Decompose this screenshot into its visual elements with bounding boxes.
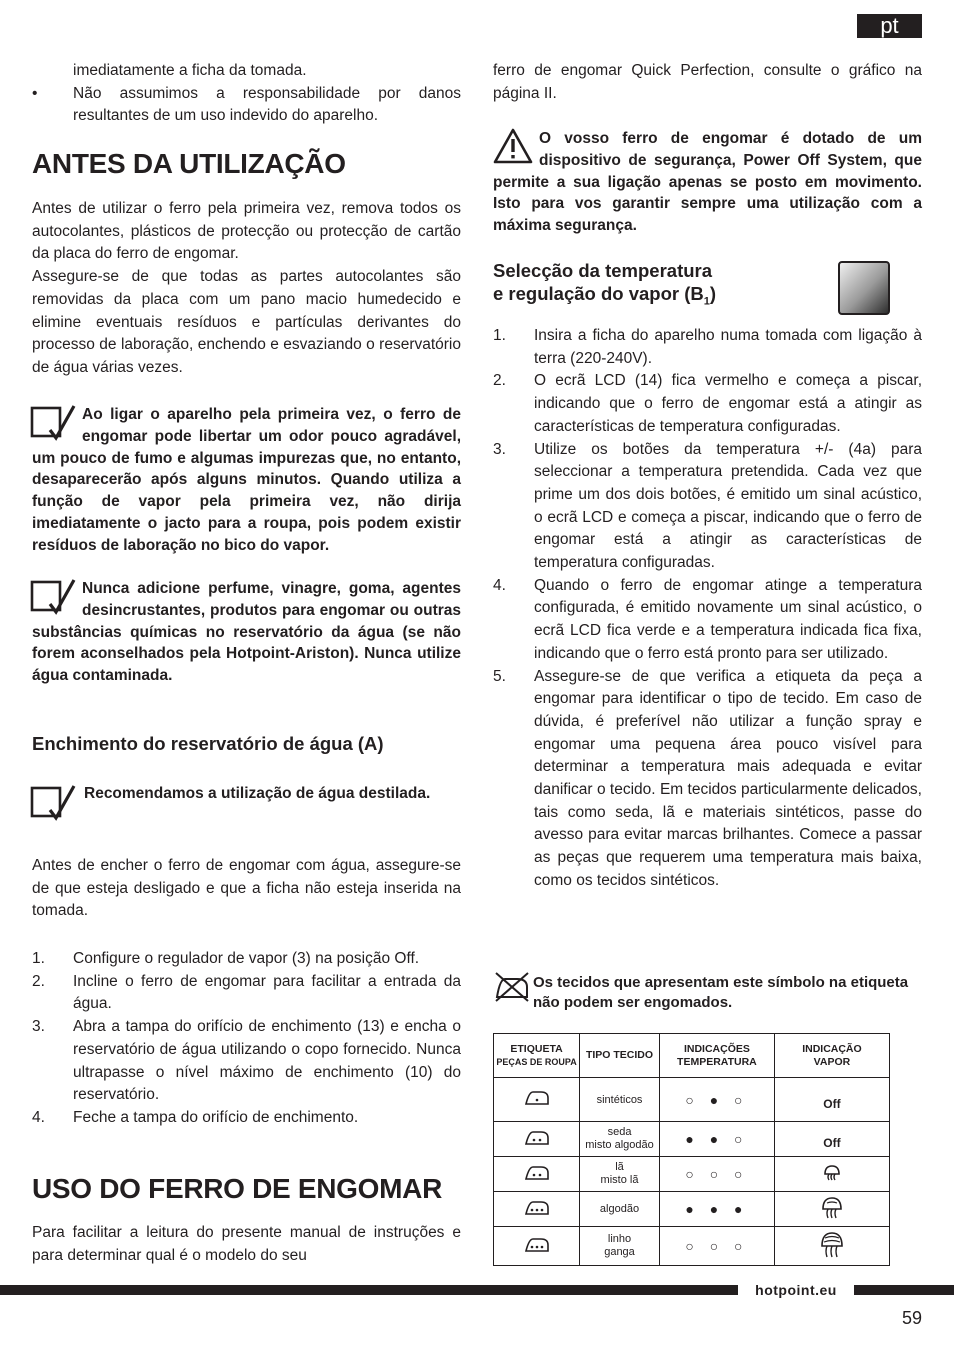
list-text: Assegure-se de que verifica a etiqueta da peça a engomar para identificar o tipo de tecido. Em caso de dúvida, é preferível não utilizar a função spray e engomar uma pequena área pouco visível para determinar a temperatura mais adequada e evitar danificar o tecido. Em tecidos particularmente delicados, tais como seda, lã e materiais sintéticos, passe do avesso para evitar marcas brilhantes. Comece a passar as peças que requerem uma temperatura mais baixa, como os tecidos sintéticos. <box>534 667 922 889</box>
heading-selection-line2: e regulação do vapor $(B_1)$ <box>493 283 717 308</box>
cell-tecido: linho ganga <box>580 1227 660 1266</box>
intro-bullet <box>32 83 461 128</box>
antes-text <box>32 198 461 380</box>
intro-line: imediatamente a ficha da tomada. <box>73 62 307 79</box>
antes-paragraph-2: Assegure-se de que todas as partes autocolantes são removidas da placa com um pano macio humedecido e elimine eventuais resíduos e partículas derivantes do processo de laboração, enchendo e esvaziando o reservatório de água várias vezes. <box>32 268 461 376</box>
table-row <box>494 1078 890 1122</box>
table-row <box>494 1192 890 1227</box>
steam-high-icon <box>774 1227 889 1266</box>
iron-two-dots-icon <box>494 1157 580 1192</box>
iron-three-dots-icon <box>494 1227 580 1266</box>
uso-paragraph: Para facilitar a leitura do presente manual de instruções e para determinar qual é o modelo do seu <box>32 1224 461 1264</box>
cell-tecido: seda misto algodão <box>580 1122 660 1157</box>
list-text: O ecrã LCD (14) fica vermelho e começa a piscar, indicando que o ferro de engomar está a atingir as características de temperatura configuradas. <box>534 372 922 435</box>
note-first-use: Ao ligar o aparelho pela primeira vez, o ferro de engomar pode libertar um odor pouco agradável, um pouco de fumo e algumas impurezas que, no entanto, desaparecerão após alguns minutos. Quando utiliza a função de vapor pela primeira vez, não dirija imediatamente o jacto para a roupa, pois podem existir resíduos de laboração no bico do vapor. <box>32 406 461 554</box>
cell-temperatura: ○ ○ ○ <box>659 1157 774 1192</box>
header-vapor: INDICAÇÃO VAPOR <box>774 1034 889 1078</box>
list-item <box>32 1016 461 1107</box>
heading-selection-line1: Selecção da temperatura <box>493 260 713 281</box>
list-item <box>493 575 922 666</box>
header-etiqueta: ETIQUETA PEÇAS DE ROUPA <box>494 1034 580 1078</box>
cell-temperatura: ● ● ● <box>659 1192 774 1227</box>
cell-tecido: lã misto lã <box>580 1157 660 1192</box>
header-temperatura: INDICAÇÕES TEMPERATURA <box>659 1034 774 1078</box>
do-not-iron-icon <box>493 971 531 1003</box>
encher-paragraph: Antes de encher o ferro de engomar com água, assegure-se de que esteja desligado e que a ficha não esteja inserida na tomada. <box>32 857 461 920</box>
ironing-guide-table <box>493 1033 890 1266</box>
fill-steps-list <box>32 948 461 1130</box>
list-item <box>493 325 922 370</box>
list-item <box>493 666 922 893</box>
footer-site: hotpoint.eu <box>738 1279 854 1301</box>
list-number: 3. <box>32 1018 45 1036</box>
header-tecido: TIPO TECIDO <box>580 1034 660 1078</box>
table-header-row <box>494 1034 890 1078</box>
note-no-additives: Nunca adicione perfume, vinagre, goma, agentes desincrustantes, produtos para engomar ou outras substâncias químicas no reservatório da água (se não forem aconselhados pela Hotpoint-Ariston). Nunca utilize água contaminada. <box>32 580 461 685</box>
list-number: 4. <box>493 576 506 594</box>
list-number: 2. <box>493 372 506 390</box>
list-item <box>32 971 461 1016</box>
antes-paragraph-1: Antes de utilizar o ferro pela primeira vez, remova todos os autocolantes, plásticos de protecção ou protecção de cartão da placa do ferro de engomar. <box>32 200 461 263</box>
table-row <box>494 1227 890 1266</box>
list-item <box>32 948 461 971</box>
list-item <box>32 1107 461 1130</box>
list-text: Feche a tampa do orifício de enchimento. <box>73 1108 359 1126</box>
steam-medium-icon <box>774 1192 889 1227</box>
iron-three-dots-icon <box>494 1192 580 1227</box>
heading-antes: ANTES DA UTILIZAÇÃO <box>32 148 346 179</box>
list-number: 3. <box>493 440 506 458</box>
list-text: Incline o ferro de engomar para facilitar a entrada da água. <box>73 972 461 1013</box>
right-intro: ferro de engomar Quick Perfection, consulte o gráfico na página II. <box>493 62 922 102</box>
no-iron-note: Os tecidos que apresentam este símbolo na etiqueta não podem ser engomados. <box>533 974 909 1011</box>
list-number: 5. <box>493 667 506 685</box>
bullet-text: Não assumimos a responsabilidade por danos resultantes de um uso indevido do aparelho. <box>73 84 461 125</box>
warning-power-off: O vosso ferro de engomar é dotado de um dispositivo de segurança, Power Off System, que permite a sua ligação apenas se posto em movimento. Isto para vos garantir sempre uma utilização com a máxima segurança. <box>493 130 922 235</box>
iron-one-dot-icon <box>494 1078 580 1122</box>
list-text: Insira a ficha do aparelho numa tomada com ligação à terra (220-240V). <box>534 327 922 367</box>
steam-low-icon <box>774 1157 889 1192</box>
list-number: 2. <box>32 972 45 990</box>
iron-two-dots-icon <box>494 1122 580 1157</box>
list-text: Abra a tampa do orifício de enchimento (13) e encha o reservatório de água utilizando o copo fornecido. Nunca ultrapasse o nível máximo de enchimento (10) do reservatório. <box>73 1018 461 1104</box>
list-number: 4. <box>32 1108 45 1126</box>
list-text: Utilize os botões da temperatura +/- (4a) para seleccionar a temperatura pretendida. Cada vez que prime um dos dois botões, é emitido um sinal acústico, o ecrã LCD e começa a piscar, indicando que o ferro de engomar está a atingir as características de temperatura configuradas. <box>534 440 922 572</box>
bullet-marker: • <box>32 84 38 102</box>
cell-tecido: sintéticos <box>580 1078 660 1122</box>
table-row <box>494 1122 890 1157</box>
heading-enchimento: Enchimento do reservatório de água (A) <box>32 733 384 754</box>
list-item <box>493 370 922 438</box>
temperature-steps-list <box>493 325 922 893</box>
page-number: 59 <box>901 1308 922 1328</box>
cell-vapor: Off <box>774 1122 889 1157</box>
cell-tecido: algodão <box>580 1192 660 1227</box>
list-text: Configure o regulador de vapor (3) na posição Off. <box>73 950 420 967</box>
table-row <box>494 1157 890 1192</box>
language-tab: pt <box>857 14 922 38</box>
heading-selection <box>493 259 813 314</box>
note-distilled-water: Recomendamos a utilização de água destilada. <box>84 785 431 802</box>
left-column <box>32 60 461 128</box>
heading-uso: USO DO FERRO DE ENGOMAR <box>32 1173 443 1204</box>
list-item <box>493 439 922 575</box>
checkmark-note-icon <box>30 784 76 824</box>
list-number: 1. <box>493 327 506 344</box>
cell-vapor: Off <box>774 1078 889 1122</box>
cell-temperatura: ○ ● ○ <box>659 1078 774 1122</box>
cell-temperatura: ● ● ○ <box>659 1122 774 1157</box>
cell-temperatura: ○ ○ ○ <box>659 1227 774 1266</box>
list-number: 1. <box>32 950 45 967</box>
figure-b-thumbnail-icon <box>837 260 891 316</box>
list-text: Quando o ferro de engomar atinge a temperatura configurada, é emitido novamente um sinal acústico, o ecrã LCD fica verde e a temperatura indicada fica fixa, indicando que o ferro está pronto para ser utilizado. <box>534 576 922 662</box>
